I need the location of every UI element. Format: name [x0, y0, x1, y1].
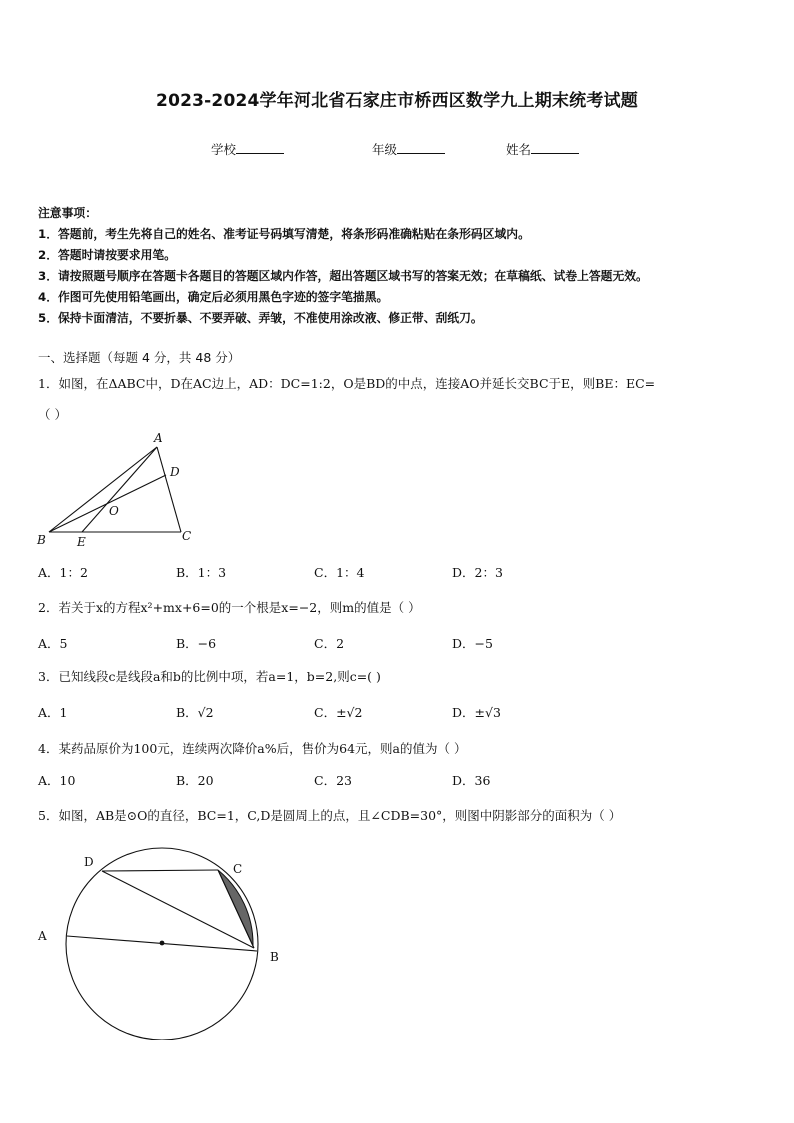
option-d[interactable]: D．±√3: [452, 705, 501, 720]
label-b: B: [270, 950, 279, 964]
question-4-text: 4．某药品原价为100元，连续两次降价a%后，售价为64元，则a的值为（ ）: [38, 741, 467, 756]
question-2-text: 2．若关于x的方程x²+mx+6=0的一个根是x=−2，则m的值是（ ）: [38, 600, 421, 615]
name-field: [506, 140, 579, 158]
option-b[interactable]: B．1：3: [176, 565, 227, 580]
option-d[interactable]: D．36: [452, 773, 491, 788]
note-item: 1．答题前，考生先将自己的姓名、准考证号码填写清楚，将条形码准确粘贴在条形码区域内。: [38, 227, 530, 241]
grade-label: 年级: [372, 142, 398, 157]
grade-blank[interactable]: [397, 141, 445, 154]
center-point: [160, 941, 165, 946]
school-blank[interactable]: [236, 141, 284, 154]
note-item: 3．请按照题号顺序在答题卡各题目的答题区域内作答，超出答题区域书写的答案无效；在草稿纸、试卷上答题无效。: [38, 269, 648, 283]
notes-block: [38, 203, 768, 329]
question-1-text: 1．如图，在ΔABC中，D在AC边上，AD：DC=1:2，O是BD的中点，连接AO并延长交BC于E，则BE：EC=: [38, 376, 656, 391]
option-a[interactable]: A．1：2: [38, 565, 88, 580]
name-blank[interactable]: [531, 141, 579, 154]
label-a: A: [154, 431, 163, 445]
section-heading: 一、选择题（每题 4 分，共 48 分）: [38, 350, 241, 365]
option-a[interactable]: A．5: [38, 636, 68, 651]
notes-heading: 注意事项：: [38, 206, 97, 220]
edge-ac: [157, 447, 181, 532]
circle-figure: [30, 840, 300, 1040]
option-c[interactable]: C．23: [314, 773, 352, 788]
note-item: 5．保持卡面清洁，不要折暴、不要弄破、弄皱，不准使用涂改液、修正带、刮纸刀。: [38, 311, 483, 325]
note-item: 4．作图可先使用铅笔画出，确定后必须用黑色字迹的签字笔描黑。: [38, 290, 389, 304]
school-label: 学校: [211, 142, 237, 157]
label-b: B: [37, 533, 46, 547]
label-d: D: [84, 855, 94, 869]
option-c[interactable]: C．±√2: [314, 705, 363, 720]
chord-cb: [218, 870, 254, 948]
page-title: 2023-2024学年河北省石家庄市桥西区数学九上期末统考试题: [156, 91, 638, 111]
label-d: D: [170, 465, 180, 479]
option-a[interactable]: A．10: [38, 773, 76, 788]
grade-field: [372, 140, 445, 158]
question-1-bracket: （ ）: [38, 407, 67, 422]
edge-ab: [49, 447, 157, 532]
chord-dc: [102, 870, 218, 871]
segment-ae: [82, 447, 157, 532]
label-o: O: [109, 504, 119, 518]
question-5-text: 5．如图，AB是⊙O的直径，BC=1，C,D是圆周上的点，且∠CDB=30°，则图中阴影部分的面积为（ ）: [38, 808, 622, 823]
option-c[interactable]: C．2: [314, 636, 345, 651]
option-b[interactable]: B．20: [176, 773, 214, 788]
note-item: 2．答题时请按要求用笔。: [38, 248, 176, 262]
label-a: A: [38, 929, 47, 943]
label-c: C: [233, 862, 243, 876]
option-b[interactable]: B．−6: [176, 636, 217, 651]
option-c[interactable]: C．1：4: [314, 565, 365, 580]
triangle-figure: [30, 428, 205, 553]
question-3-text: 3．已知线段c是线段a和b的比例中项，若a=1，b=2,则c=( ): [38, 669, 381, 684]
label-e: E: [77, 535, 86, 549]
option-d[interactable]: D．2：3: [452, 565, 503, 580]
option-d[interactable]: D．−5: [452, 636, 493, 651]
label-c: C: [182, 529, 192, 543]
option-b[interactable]: B．√2: [176, 705, 214, 720]
option-a[interactable]: A．1: [38, 705, 68, 720]
name-label: 姓名: [506, 142, 532, 157]
school-field: [211, 140, 284, 158]
